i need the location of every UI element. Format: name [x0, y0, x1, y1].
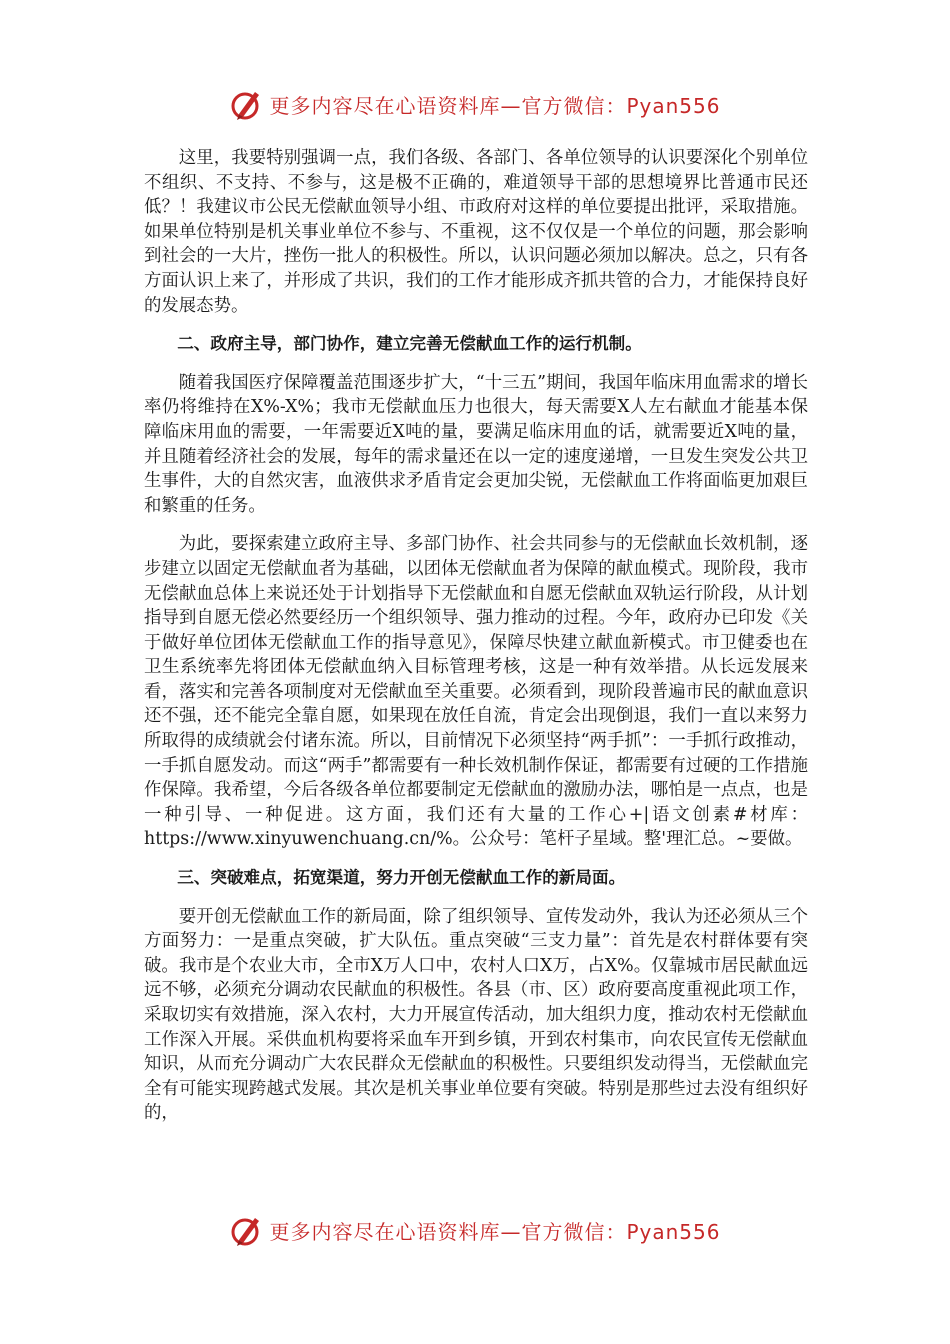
paragraph-1: 这里，我要特别强调一点，我们各级、各部门、各单位领导的认识要深化个别单位不组织、不支持、不参与，这是极不正确的，难道领导干部的思想境界比普通市民还低？！我建议市公民无偿献血领导小组、市政府对这样的单位要提出批评，采取措施。如果单位特别是机关事业单位不参与、不重视，这不仅仅是一个单位的问题，那会影响到社会的一大片，挫伤一批人的积极性。所以，认识问题必须加以解决。总之，只有各方面认识上来了，并形成了共识，我们的工作才能形成齐抓共管的合力，才能保持良好的发展态势。 — [144, 148, 808, 316]
paragraph-4: 要开创无偿献血工作的新局面，除了组织领导、宣传发动外，我认为还必须从三个方面努力：一是重点突破，扩大队伍。重点突破“三支力量”：首先是农村群体要有突破。我市是个农业大市，全市X万人口中，农村人口X万，占X%。仅靠城市居民献血远远不够，必须充分调动农民献血的积极性。各县（市、区）政府要高度重视此项工作，采取切实有效措施，深入农村，大力开展宣传活动，加大组织力度，推动农村无偿献血工作深入开展。采供血机构要将采血车开到乡镇，开到农村集市，向农民宣传无偿献血知识，从而充分调动广大农民群众无偿献血的积极性。只要组织发动得当，无偿献血完全有可能实现跨越式发展。其次是机关事业单位要有突破。特别是那些过去没有组织好的， — [144, 906, 808, 1124]
section-heading-2: 二、政府主导，部门协作，建立完善无偿献血工作的运行机制。 — [177, 334, 642, 354]
footer-banner-text: 更多内容尽在心语资料库—官方微信：Pyan556 — [269, 1219, 721, 1244]
paragraph-3: 为此，要探索建立政府主导、多部门协作、社会共同参与的无偿献血长效机制，逐步建立以固定无偿献血者为基础，以团体无偿献血者为保障的献血模式。现阶段，我市无偿献血总体上来说还处于计划指导下无偿献血和自愿无偿献血双轨运行阶段，从计划指导到自愿无偿必然要经历一个组织领导、强力推动的过程。今年，政府办已印发《关于做好单位团体无偿献血工作的指导意见》，保障尽快建立献血新模式。市卫健委也在卫生系统率先将团体无偿献血纳入目标管理考核，这是一种有效举措。从长远发展来看，落实和完善各项制度对无偿献血至关重要。必须看到，现阶段普遍市民的献血意识还不强，还不能完全靠自愿，如果现在放任自流，肯定会出现倒退，我们一直以来努力所取得的成绩就会付诸东流。所以，目前情况下必须坚持“两手抓”：一手抓行政推动，一手抓自愿发动。而这“两手”都需要有一种长效机制作保证，都需要有过硬的工作措施作保障。我希望，今后各级各单位都要制定无偿献血的激励办法，哪怕是一点点，也是一种引导、一种促进。这方面，我们还有大量的工作心+|语文创素#材库：https://www.xinyuwenchuang.cn/%。公众号：笔杆子星域。整'理汇总。~要做。 — [144, 534, 808, 850]
paragraph-2: 随着我国医疗保障覆盖范围逐步扩大，“十三五”期间，我国年临床用血需求的增长率仍将维持在X%-X%；我市无偿献血压力也很大，每天需要X人左右献血才能基本保障临床用血的需要，一年需要近X吨的量，要满足临床用血的话，就需要近X吨的量，并且随着经济社会的发展，每年的需求量还在以一定的速度递增，一旦发生突发公共卫生事件，大的自然灾害，血液供求矛盾肯定会更加尖锐，无偿献血工作将面临更加艰巨和繁重的任务。 — [144, 372, 808, 516]
document-body — [144, 146, 808, 1126]
header-banner-text: 更多内容尽在心语资料库—官方微信：Pyan556 — [269, 93, 721, 118]
pen-logo-icon — [229, 86, 265, 122]
header-banner — [0, 84, 950, 124]
footer-banner — [0, 1210, 950, 1250]
section-heading-3: 三、突破难点，拓宽渠道，努力开创无偿献血工作的新局面。 — [177, 868, 626, 888]
pen-logo-icon — [229, 1212, 265, 1248]
